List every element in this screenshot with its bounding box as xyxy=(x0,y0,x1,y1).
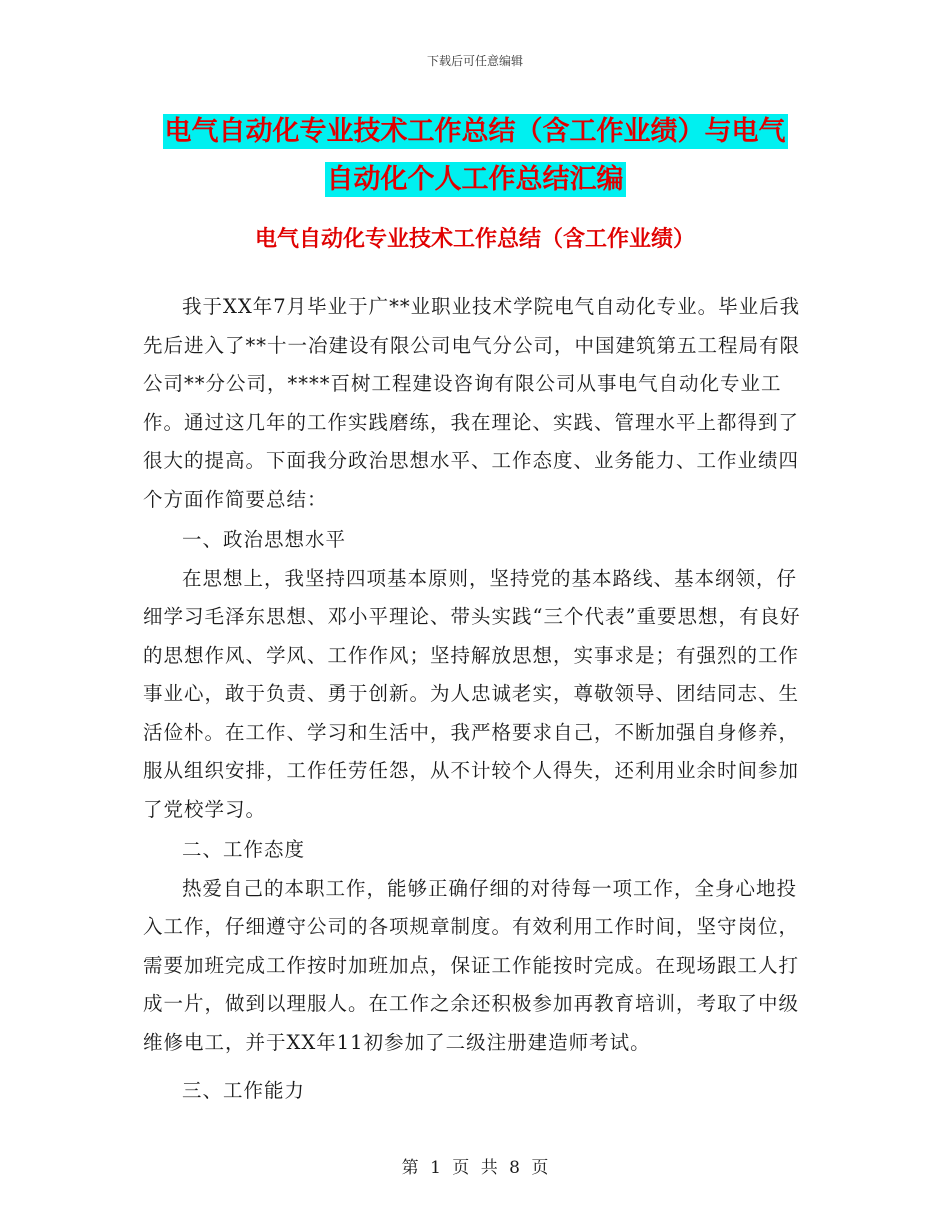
paragraph-intro: 我于XX年7月毕业于广**业职业技术学院电气自动化专业。毕业后我先后进入了**十一冶建设有限公司电气分公司，中国建筑第五工程局有限公司**分公司，****百树工程建设咨询有限公司从事电气自动化专业工作。通过这几年的工作实践磨练，我在理论、实践、管理水平上都得到了很大的提高。下面我分政治思想水平、工作态度、业务能力、工作业绩四个方面作简要总结： xyxy=(143,295,801,511)
main-title-line-2: 自动化个人工作总结汇编 xyxy=(326,164,624,195)
section-heading-attitude: 二、工作态度 xyxy=(182,838,306,861)
paragraph-attitude: 热爱自己的本职工作，能够正确仔细的对待每一项工作，全身心地投入工作，仔细遵守公司的各项规章制度。有效利用工作时间，坚守岗位，需要加班完成工作按时加班加点，保证工作能按时完成。在现场跟工人打成一片，做到以理服人。在工作之余还积极参加再教育培训，考取了中级维修电工，并于XX年11初参加了二级注册建造师考试。 xyxy=(143,876,800,1054)
section-heading-political: 一、政治思想水平 xyxy=(182,528,347,551)
header-note: 下载后可任意编辑 xyxy=(426,54,523,68)
section-heading-ability: 三、工作能力 xyxy=(182,1079,306,1102)
document-body xyxy=(143,288,813,1111)
document-sub-title: 电气自动化专业技术工作总结（含工作业绩） xyxy=(254,227,695,252)
page-number: 第 1 页 共 8 页 xyxy=(401,1158,549,1178)
main-title-line-1: 电气自动化专业技术工作总结（含工作业绩）与电气 xyxy=(164,116,786,147)
paragraph-political: 在思想上，我坚持四项基本原则，坚持党的基本路线、基本纲领，仔细学习毛泽东思想、邓小平理论、带头实践“三个代表”重要思想，有良好的思想作风、学风、工作作风；坚持解放思想，实事求是；有强烈的工作事业心，敢于负责、勇于创新。为人忠诚老实，尊敬领导、团结同志、生活俭朴。在工作、学习和生活中，我严格要求自己，不断加强自身修养，服从组织安排，工作任劳任怨，从不计较个人得失，还利用业余时间参加了党校学习。 xyxy=(143,566,801,821)
document-main-title xyxy=(0,108,950,204)
